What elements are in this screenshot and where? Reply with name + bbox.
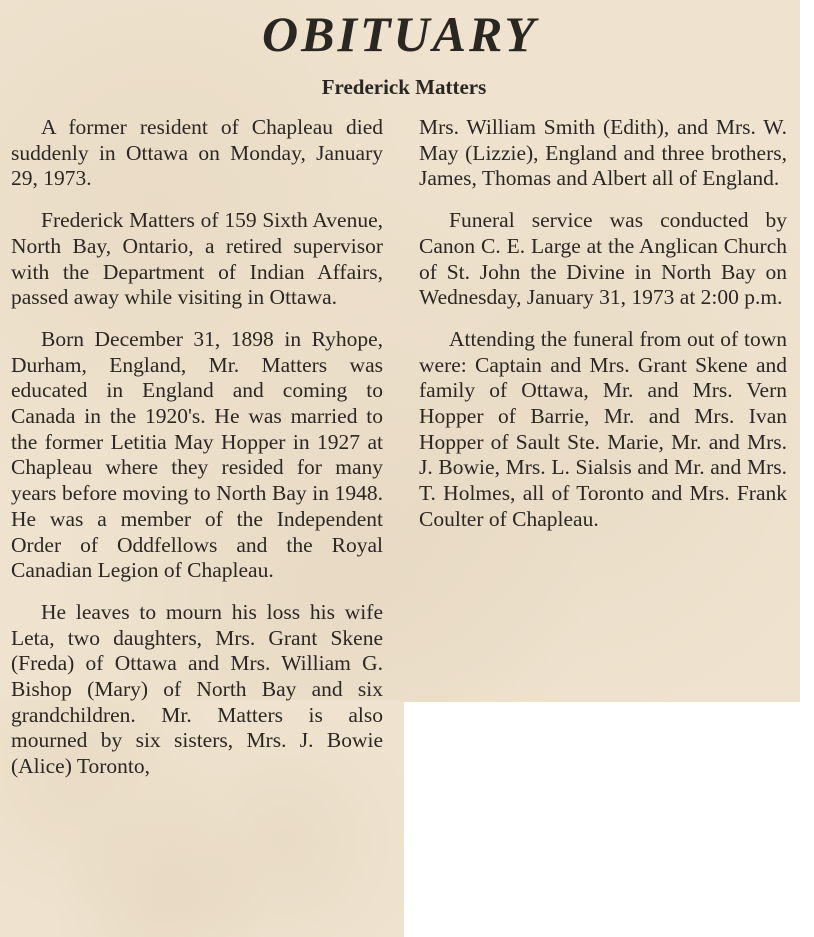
right-column (419, 115, 787, 549)
paragraph-intro: A former resident of Chapleau died suddenly in Ottawa on Monday, January 29, 1973. (11, 115, 383, 191)
paragraph-residence: Frederick Matters of 159 Sixth Avenue, North Bay, Ontario, a retired supervisor with the Department of Indian Affairs, passed away while visiting in Ottawa. (11, 208, 383, 310)
paragraph-survivors: He leaves to mourn his loss his wife Leta, two daughters, Mrs. Grant Skene (Freda) of Ottawa and Mrs. William G. Bishop (Mary) of North Bay and six grandchildren. Mr. Matters is also mourned by six sisters, Mrs. J. Bowie (Alice) Toronto, (11, 599, 383, 779)
paragraph-attendees: Attending the funeral from out of town were: Captain and Mrs. Grant Skene and family of Ottawa, Mr. and Mrs. Vern Hopper of Barrie, Mr. and Mrs. Ivan Hopper of Sault Ste. Marie, Mr. and Mrs. J. Bowie, Mrs. L. Sialsis and Mr. and Mrs. T. Holmes, all of Toronto and Mrs. Frank Coulter of Chapleau. (419, 326, 787, 531)
paragraph-survivors-continued: Mrs. William Smith (Edith), and Mrs. W. May (Lizzie), England and three brothers, James, Thomas and Albert all of England. (419, 115, 787, 191)
obituary-heading: OBITUARY (262, 6, 538, 62)
left-column (11, 115, 383, 796)
paragraph-biography: Born December 31, 1898 in Ryhope, Durham, England, Mr. Matters was educated in England and coming to Canada in the 1920's. He was married to the former Letitia May Hopper in 1927 at Chapleau where they resided for many years before moving to North Bay in 1948. He was a member of the Independent Order of Oddfellows and the Royal Canadian Legion of Chapleau. (11, 326, 383, 583)
deceased-name: Frederick Matters (321, 75, 487, 99)
paragraph-funeral-service: Funeral service was conducted by Canon C. E. Large at the Anglican Church of St. John the Divine in North Bay on Wednesday, January 31, 1973 at 2:00 p.m. (419, 208, 787, 310)
